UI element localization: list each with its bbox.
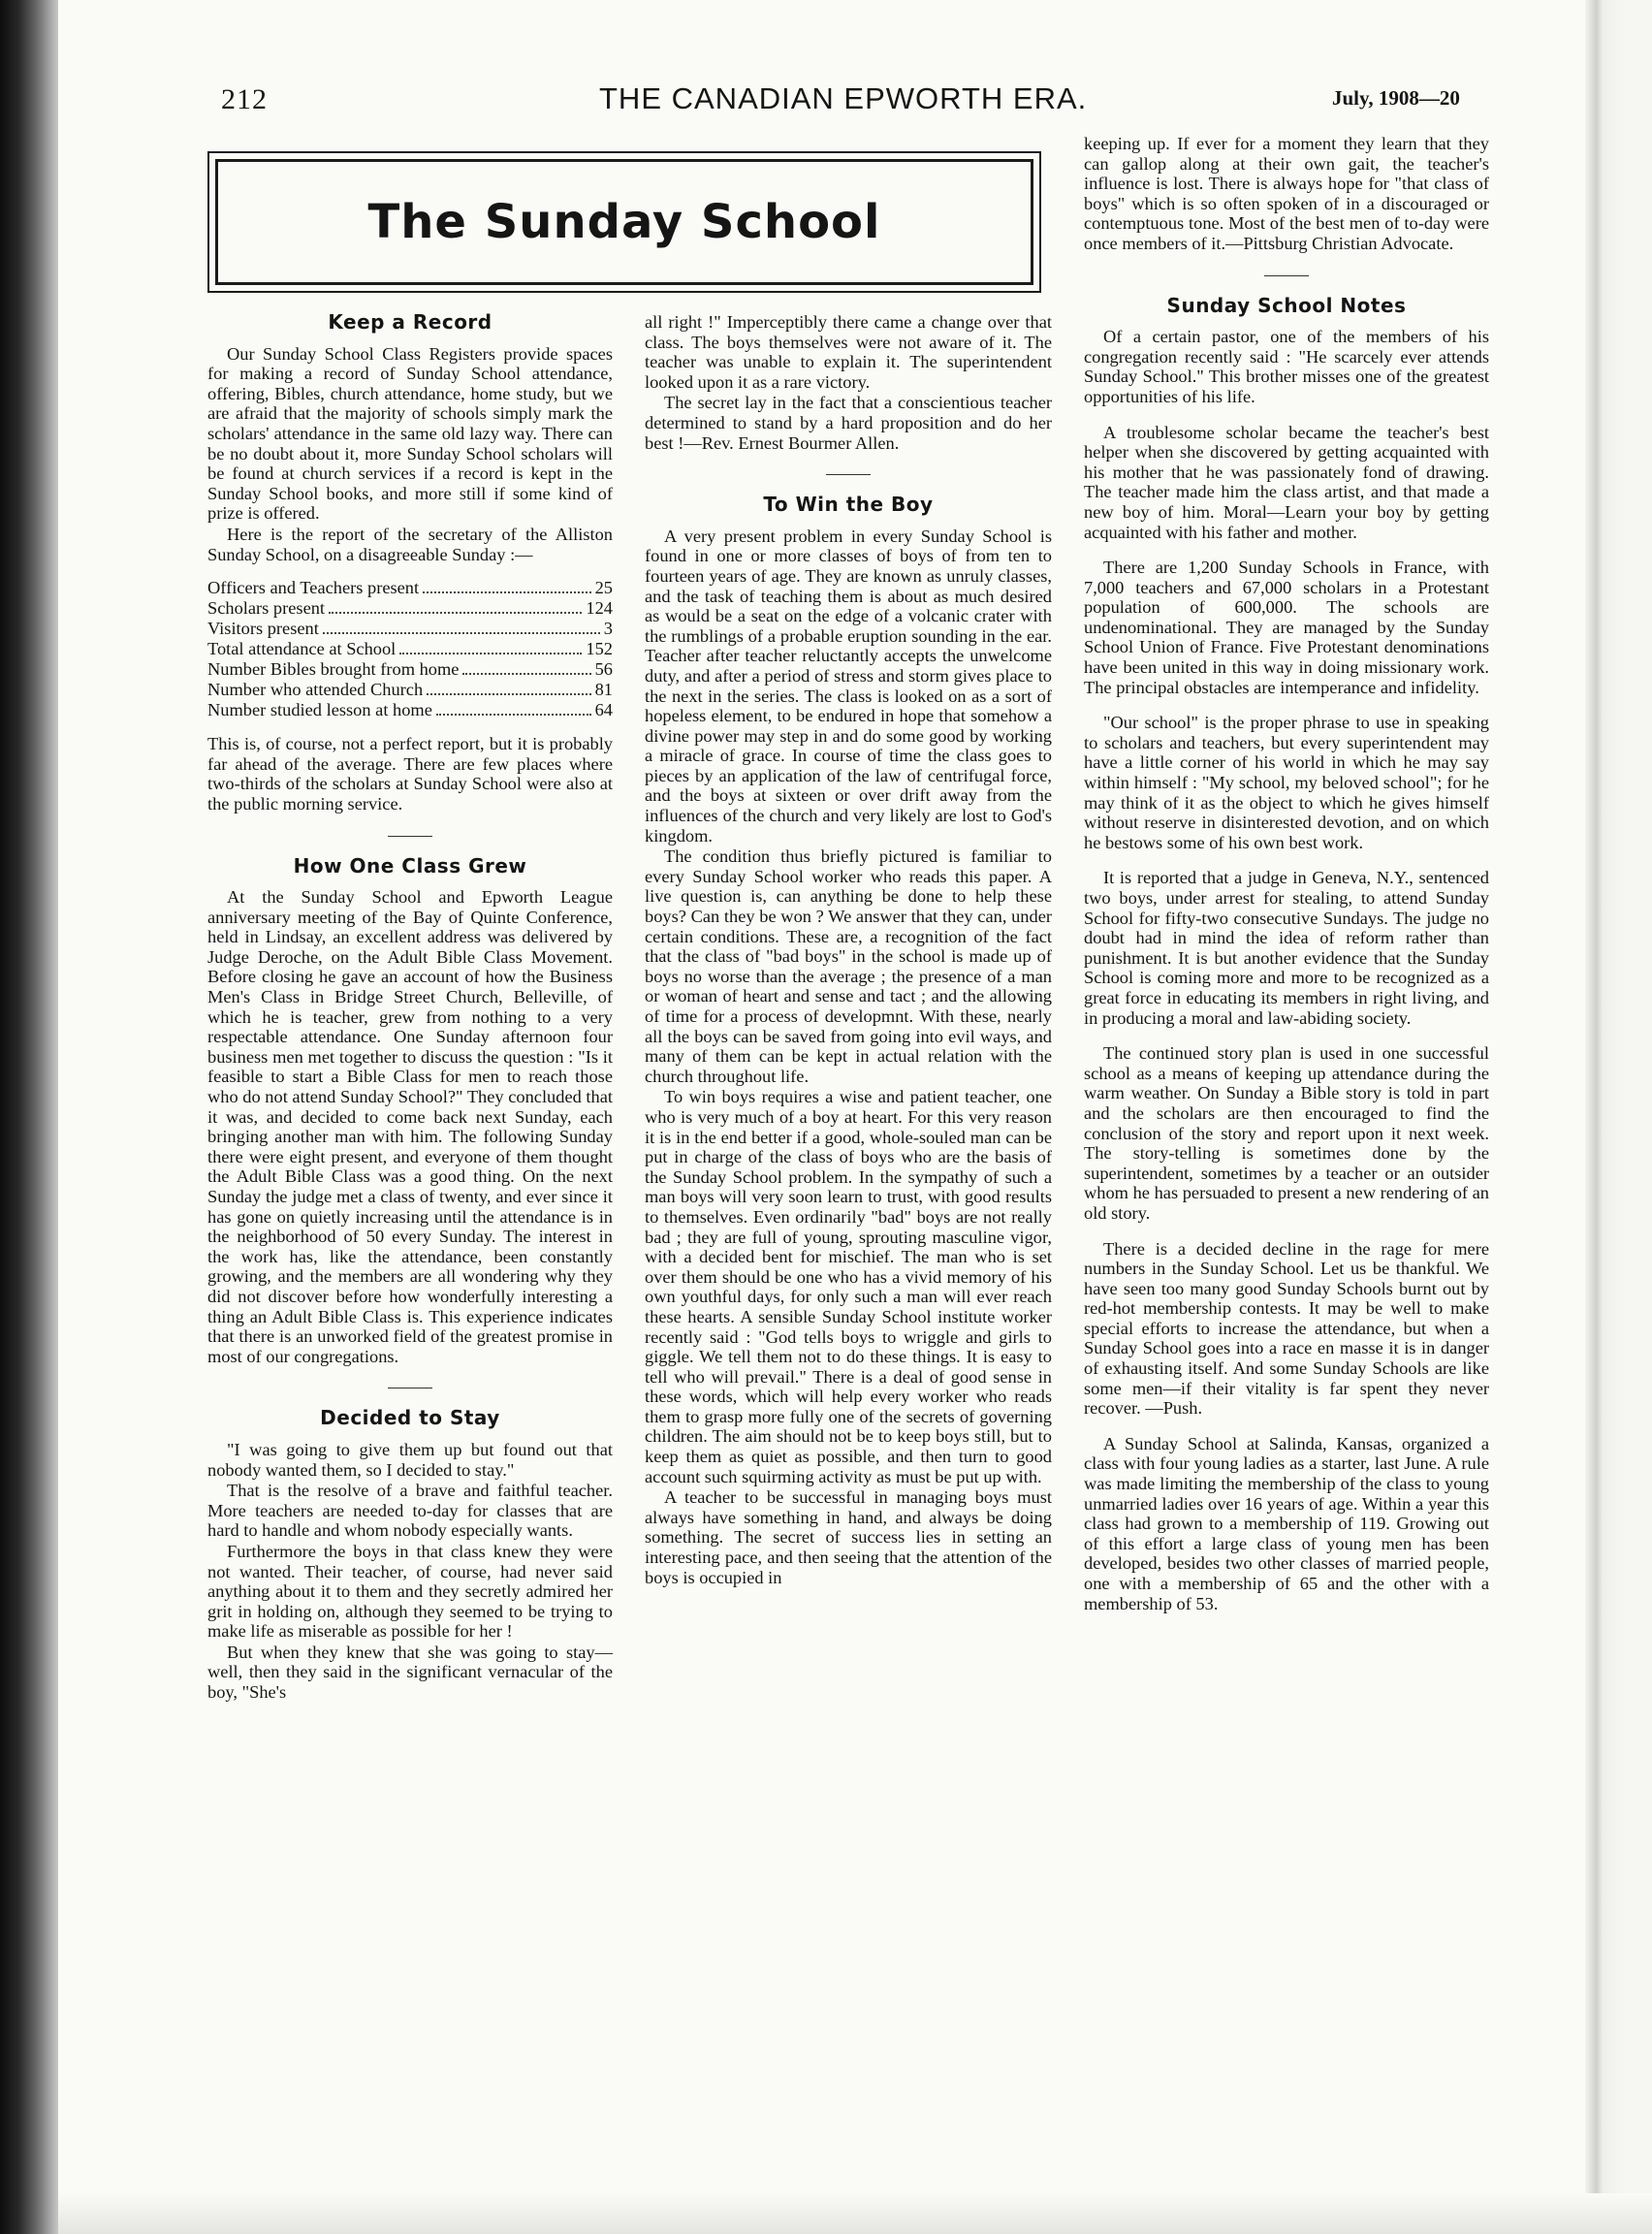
report-row-label: Visitors present: [207, 619, 319, 639]
section-banner: [207, 151, 1041, 293]
section-banner-inner-frame: [215, 159, 1033, 285]
note-paragraph: A troublesome scholar became the teacher's best helper when she discovered by getting acquainted with his mother that he was passionately fond of drawing. The teacher made him the class artist, and that made a new boy of him. Moral—Learn your boy by getting acquainted with his father and mother.: [1084, 422, 1489, 542]
section-divider: [826, 474, 871, 475]
report-row-value: 81: [594, 680, 613, 700]
note-paragraph: A Sunday School at Salinda, Kansas, organized a class with four young ladies as a starter, last June. A rule was made limiting the membership of the class to young unmarried ladies over 16 years of age. Within a year this class had grown to a membership of 119. Growing out of this effort a large class of young men has been developed, besides two other classes of married people, one with a membership of 65 and the other with a membership of 53.: [1084, 1433, 1489, 1613]
dot-leader: [427, 693, 590, 695]
article-paragraph: At the Sunday School and Epworth League anniversary meeting of the Bay of Quinte Conference, held in Lindsay, an excellent address was delivered by Judge Deroche, on the Adult Bible Class Movement. Before closing he gave an account of how the Business Men's Class in Bridge Street Church, Belleville, of which he is teacher, grew from nothing to a very respectable attendance. One Sunday afternoon four business men met together to discuss the question : "Is it feasible to start a Bible Class for men to reach those who do not attend Sunday School?" They concluded that it was, and decided to come back next Sunday, each bringing another man with him. The following Sunday there were eight present, and everyone of them thought the Adult Bible Class was a good thing. On the next Sunday the judge met a class of twenty, and ever since it has gone on quietly increasing until the attendance is in the neighborhood of 50 every Sunday. The interest in the work has, like the attendance, been constantly growing, and the members are all wondering why they did not discover before how wonderfully interesting a thing an Adult Bible Class is. This experience indicates that there is an unworked field of the greatest promise in most of our congregations.: [207, 887, 613, 1366]
report-row-label: Officers and Teachers present: [207, 578, 420, 598]
article-paragraph: Our Sunday School Class Registers provide spaces for making a record of Sunday School attendance, offering, Bibles, church attendance, home study, but we are afraid that the majority of schools simply mark the scholars' attendance in the same old lazy way. There can be no doubt about it, more Sunday School scholars will be found at church services if a record is kept in the Sunday School books, and more still if some kind of prize is offered.: [207, 343, 613, 524]
note-paragraph: It is reported that a judge in Geneva, N.Y., sentenced two boys, under arrest for stealing, to attend Sunday School for fifty-two consecutive Sundays. The judge no doubt had in mind the idea of reform rather than punishment. It is but another evidence that the Sunday School is coming more and more to be recognized as a great force in educating its members in right living, and in producing a moral and law-abiding society.: [1084, 868, 1489, 1028]
dot-leader: [462, 673, 590, 675]
dot-leader: [323, 632, 600, 634]
article-paragraph: To win boys requires a wise and patient teacher, one who is very much of a boy at heart. For this very reason it is in the end better if a good, whole-souled man can be put in charge of the class of boys who are the basis of the Sunday School problem. In the sympathy of such a man boys will very soon learn to trust, with good results to themselves. Even ordinarily "bad" boys are not really bad ; they are full of young, sprouting masculine vigor, with a decided bent for mischief. The man who is set over them should be one who has a vivid memory of his own youthful days, for only such a man will ever reach these hearts. A sensible Sunday School institute worker recently said : "God tells boys to wriggle and girls to giggle. We tell them not to do these things. It is easy to tell who will prevail." There is a deal of good sense in these words, which will help every worker who reads them to grasp more fully one of the secrets of governing children. The aim should not be to keep boys still, but to keep them as quiet as possible, and then turn to good account such squirming activity as must be put up with.: [645, 1087, 1052, 1486]
attendance-report-table: [207, 578, 613, 720]
report-row-label: Number studied lesson at home: [207, 700, 432, 720]
report-row-value: 56: [594, 659, 613, 680]
article-heading-decided-to-stay: Decided to Stay: [320, 1406, 500, 1430]
article-heading-keep-a-record: Keep a Record: [328, 310, 492, 334]
report-row-label: Total attendance at School: [207, 639, 397, 659]
dot-leader: [329, 612, 582, 614]
article-paragraph-continued: all right !" Imperceptibly there came a change over that class. The boys themselves were not aware of it. The teacher was unable to explain it. The superintendent looked upon it as a rare victory.: [645, 312, 1052, 392]
report-row-label: Scholars present: [207, 598, 326, 619]
article-paragraph: Here is the report of the secretary of the Alliston Sunday School, on a disagreeable Sunday :—: [207, 524, 613, 564]
article-paragraph: A teacher to be successful in managing boys must always have something in hand, and always be doing something. The secret of success lies in setting an interesting pace, and then seeing that the attention of the boys is occupied in: [645, 1487, 1052, 1587]
article-heading-class-grew: How One Class Grew: [293, 853, 527, 878]
section-divider: [1264, 275, 1309, 276]
report-row-value: 25: [594, 578, 613, 598]
article-paragraph: This is, of course, not a perfect report, but it is probably far ahead of the average. There are few places where two-thirds of the scholars at Sunday School were also at the public morning service.: [207, 734, 613, 814]
article-paragraph: That is the resolve of a brave and faithful teacher. More teachers are needed to-day for classes that are hard to handle and whom nobody especially wants.: [207, 1481, 613, 1541]
note-paragraph: The continued story plan is used in one successful school as a means of keeping up attendance during the warm weather. On Sunday a Bible story is told in part and the scholars are then encouraged to find the conclusion of the story and report upon it next week. The story-telling is sometimes done by the superintendent, sometimes by a teacher or an outsider whom he has persuaded to present a new rendering of an old story.: [1084, 1043, 1489, 1223]
dot-leader: [399, 653, 582, 654]
column-right: [1084, 134, 1489, 1614]
article-heading-win-the-boy: To Win the Boy: [763, 493, 934, 517]
article-paragraph-continued: keeping up. If ever for a moment they learn that they can gallop along at their own gait, the teacher's influence is lost. There is always hope for "that class of boys" which is so often spoken of in a discouraged or contemptuous tone. Most of the best men of to-day were once members of it.—Pittsburg Christian Advocate.: [1084, 134, 1489, 253]
section-title: The Sunday School: [367, 195, 881, 249]
report-row-label: Number Bibles brought from home: [207, 659, 460, 680]
note-paragraph: "Our school" is the proper phrase to use in speaking to scholars and teachers, but every superintendent may have a little corner of his world in which he may say within himself : "My school, my beloved school"; for he may think of it as the object to which he gives himself without reserve in disinterested devotion, and on which he bestows some of his own best work.: [1084, 713, 1489, 852]
report-row: [207, 598, 613, 619]
article-paragraph: "I was going to give them up but found out that nobody wanted them, so I decided to stay.": [207, 1439, 613, 1480]
report-row-value: 152: [586, 639, 613, 659]
section-divider: [388, 836, 432, 837]
report-row: [207, 700, 613, 720]
note-paragraph: There are 1,200 Sunday Schools in France, with 7,000 teachers and 67,000 scholars in a Protestant population of 600,000. The schools are undenominational. They are managed by the Sunday School Union of France. Five Protestant denominations have been united in this way in doing missionary work. The principal obstacles are intemperance and infidelity.: [1084, 558, 1489, 697]
note-paragraph: Of a certain pastor, one of the members of his congregation recently said : "He scarcely ever attends Sunday School." This brother misses one of the greatest opportunities of his life.: [1084, 327, 1489, 406]
article-paragraph: Furthermore the boys in that class knew they were not wanted. Their teacher, of course, had never said anything about it to them and they secretly admired her grit in holding on, although they seemed to be trying to make life as miserable as possible for her !: [207, 1541, 613, 1642]
article-paragraph: The condition thus briefly pictured is familiar to every Sunday School worker who reads this paper. A live question is, can anything be done to help these boys? Can they be won ? We answer that they can, under certain conditions. These are, a recognition of the fact that the class of "bad boys" in the school is made up of boys no worse than the average ; the presence of a man or woman of heart and sense and tact ; and the allowing of time for a process of developmnt. With these, nearly all the boys can be saved from going into evil ways, and many of them can be kept in actual relation with the church throughout life.: [645, 846, 1052, 1086]
dot-leader: [423, 591, 590, 593]
article-paragraph: The secret lay in the fact that a conscientious teacher determined to stand by a hard proposition and do her best !—Rev. Ernest Bourmer Allen.: [645, 393, 1052, 453]
issue-date: July, 1908—20: [1332, 86, 1460, 110]
journal-title: THE CANADIAN EPWORTH ERA.: [599, 81, 1088, 115]
report-row: [207, 659, 613, 680]
note-paragraph: There is a decided decline in the rage for mere numbers in the Sunday School. Let us be thankful. We have seen too many good Sunday Schools burnt out by red-hot membership contests. It may be well to make special efforts to increase the attendance, but when a Sunday School goes into a race en masse it is in danger of exhausting itself. And some Sunday Schools are like some men—if their vitality is far spent they never recover. —Push.: [1084, 1238, 1489, 1419]
page-number: 212: [221, 83, 268, 115]
article-paragraph: A very present problem in every Sunday School is found in one or more classes of boys of from ten to fourteen years of age. They are known as unruly classes, and the task of teaching them is about as much desired as would be a seat on the edge of a volcanic crater with the rumblings of a probable eruption sounding in the ear. Teacher after teacher reluctantly accepts the unwelcome duty, and after a period of stress and storm gives place to the next in the series. The class is looked on as a sort of hopeless element, to be endured in hope that somehow a divine power may step in and do some good by working a miracle of grace. In course of time the class goes to pieces by an application of the law of centrifugal force, and the boys at sixteen or over drift away from the influences of the church and very likely are lost to God's kingdom.: [645, 526, 1052, 846]
article-heading-sunday-school-notes: Sunday School Notes: [1166, 293, 1407, 317]
page-bottom-shade: [58, 2193, 1652, 2234]
column-middle: [645, 312, 1052, 1588]
report-row-value: 64: [594, 700, 613, 720]
report-row-value: 3: [603, 619, 613, 639]
report-row: [207, 578, 613, 598]
dot-leader: [436, 714, 591, 716]
page-edge: [1585, 0, 1652, 2234]
report-row-label: Number who attended Church: [207, 680, 424, 700]
report-row: [207, 680, 613, 700]
report-row: [207, 639, 613, 659]
column-left: [207, 312, 613, 1704]
report-row-value: 124: [586, 598, 613, 619]
report-row: [207, 619, 613, 639]
article-paragraph: But when they knew that she was going to stay—well, then they said in the significant vernacular of the boy, "She's: [207, 1642, 613, 1703]
